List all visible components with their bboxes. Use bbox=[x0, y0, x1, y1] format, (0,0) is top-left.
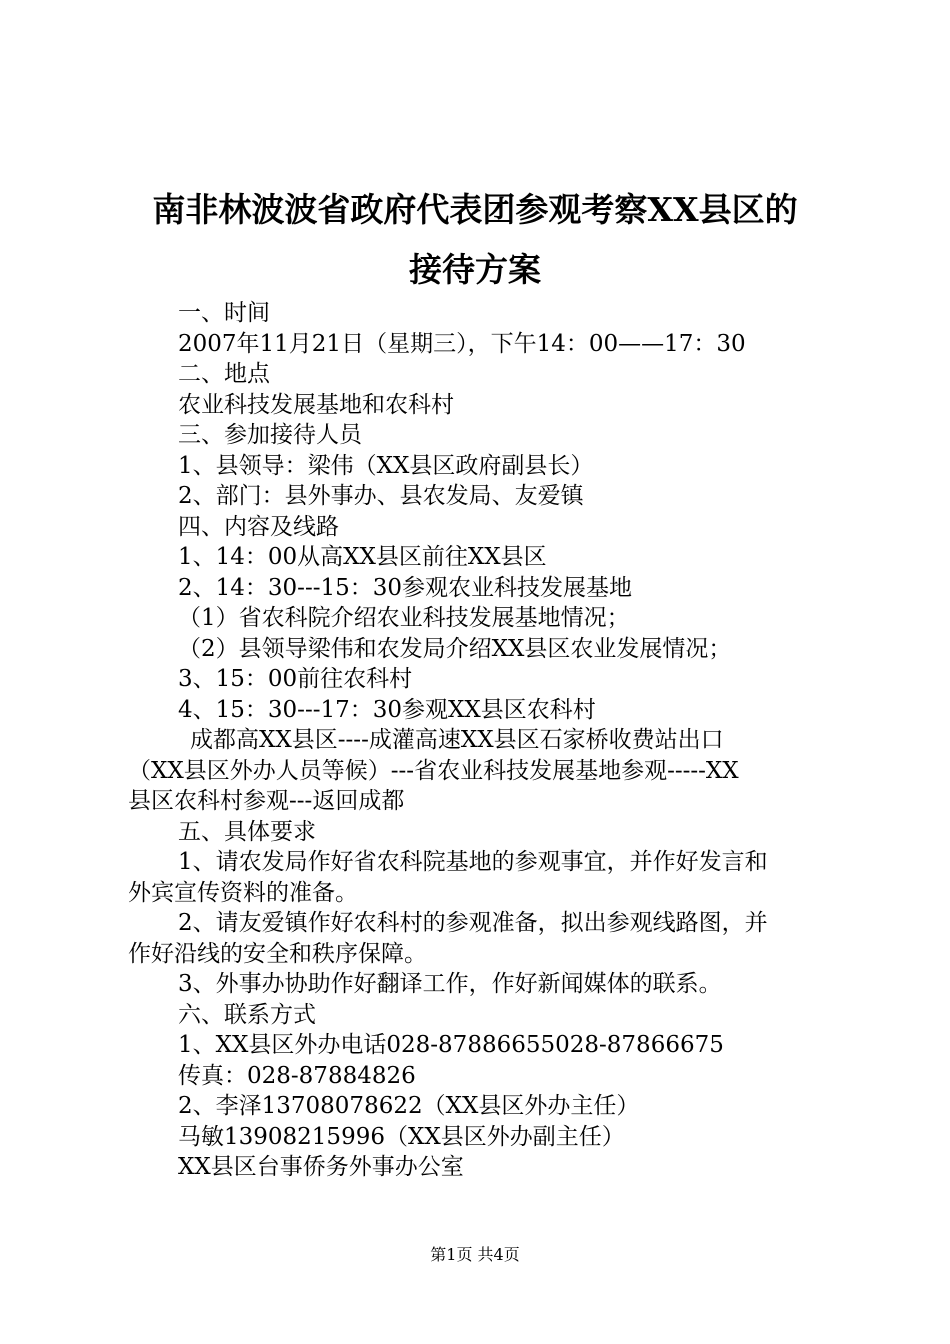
paragraph-line: 3、外事办协助作好翻译工作，作好新闻媒体的联系。 bbox=[178, 971, 722, 997]
paragraph-line: （1）省农科院介绍农业科技发展基地情况； bbox=[178, 605, 630, 631]
paragraph-line: 2、14：30---15：30参观农业科技发展基地 bbox=[178, 575, 633, 601]
document-title-line-2: 接待方案 bbox=[409, 250, 541, 289]
paragraph-line: 1、14：00从高XX县区前往XX县区 bbox=[178, 544, 547, 570]
section-heading-requirements: 五、具体要求 bbox=[178, 819, 316, 845]
paragraph-line: 传真：028-87884826 bbox=[178, 1063, 416, 1089]
paragraph-line: 2、请友爱镇作好农科村的参观准备，拟出参观线路图，并 bbox=[178, 910, 768, 936]
paragraph-line: 2007年11月21日（星期三），下午14：00——17：30 bbox=[178, 331, 746, 357]
paragraph-line: 农业科技发展基地和农科村 bbox=[178, 392, 454, 418]
paragraph-line: 4、15：30---17：30参观XX县区农科村 bbox=[178, 697, 596, 723]
paragraph-line: 3、15：00前往农科村 bbox=[178, 666, 413, 692]
paragraph-line: 1、请农发局作好省农科院基地的参观事宜，并作好发言和 bbox=[178, 849, 768, 875]
section-heading-contact: 六、联系方式 bbox=[178, 1002, 316, 1028]
section-heading-staff: 三、参加接待人员 bbox=[178, 422, 362, 448]
paragraph-line: 1、县领导：梁伟（XX县区政府副县长） bbox=[178, 453, 594, 479]
paragraph-line: 作好沿线的安全和秩序保障。 bbox=[128, 941, 427, 967]
paragraph-line: （XX县区外办人员等候）---省农业科技发展基地参观-----XX bbox=[128, 758, 739, 784]
section-heading-location: 二、地点 bbox=[178, 361, 270, 387]
paragraph-line: 成都高XX县区----成灌高速XX县区石家桥收费站出口 bbox=[190, 727, 724, 753]
document-title-line-1: 南非林波波省政府代表团参观考察XX县区的 bbox=[152, 190, 798, 229]
paragraph-line: XX县区台事侨务外事办公室 bbox=[178, 1154, 464, 1180]
paragraph-line: 县区农科村参观---返回成都 bbox=[128, 788, 405, 814]
page-footer: 第1页 共4页 bbox=[430, 1245, 520, 1264]
section-heading-route: 四、内容及线路 bbox=[178, 514, 339, 540]
paragraph-line: （2）县领导梁伟和农发局介绍XX县区农业发展情况； bbox=[178, 636, 732, 662]
section-heading-time: 一、时间 bbox=[178, 300, 270, 326]
paragraph-line: 1、XX县区外办电话028-87886655028-87866675 bbox=[178, 1032, 724, 1058]
paragraph-line: 2、部门：县外事办、县农发局、友爱镇 bbox=[178, 483, 584, 509]
paragraph-line: 外宾宣传资料的准备。 bbox=[128, 880, 358, 906]
paragraph-line: 马敏13908215996（XX县区外办副主任） bbox=[178, 1124, 625, 1150]
paragraph-line: 2、李泽13708078622（XX县区外办主任） bbox=[178, 1093, 640, 1119]
